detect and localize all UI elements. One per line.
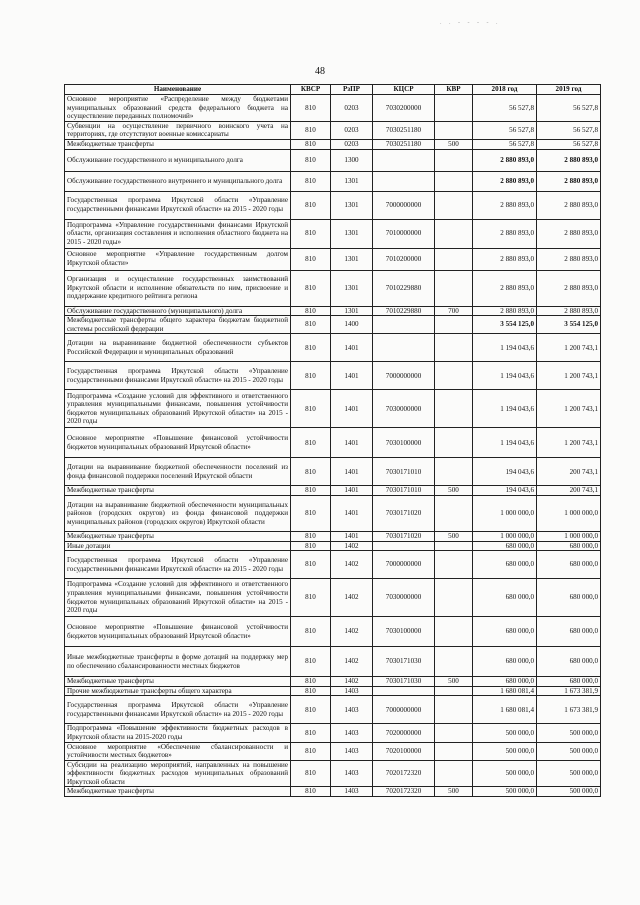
cell-name: Обслуживание государственного внутреннего и муниципального долга bbox=[65, 171, 291, 191]
cell-rzpr: 1401 bbox=[331, 458, 373, 486]
cell-2019: 200 743,1 bbox=[537, 458, 601, 486]
cell-name: Подпрограмма «Повышение эффективности бюджетных расходов в Иркутской области на 2015-2020 годы bbox=[65, 724, 291, 742]
table-row bbox=[65, 149, 601, 171]
table-row bbox=[65, 551, 601, 579]
cell-kvsr: 810 bbox=[291, 149, 331, 171]
cell-name: Основное мероприятие «Повышение финансовой устойчивости бюджетов муниципальных образований Иркутской области» bbox=[65, 428, 291, 458]
cell-rzpr: 1401 bbox=[331, 531, 373, 541]
cell-2018: 500 000,0 bbox=[473, 760, 537, 787]
cell-kvr bbox=[435, 334, 473, 362]
cell-kcsr: 7030171010 bbox=[373, 458, 435, 486]
cell-2018: 680 000,0 bbox=[473, 647, 537, 677]
cell-rzpr: 1403 bbox=[331, 724, 373, 742]
cell-kvsr: 810 bbox=[291, 191, 331, 219]
cell-rzpr: 1401 bbox=[331, 428, 373, 458]
cell-2019: 1 000 000,0 bbox=[537, 531, 601, 541]
cell-kvsr: 810 bbox=[291, 551, 331, 579]
budget-table bbox=[64, 84, 601, 797]
cell-2018: 1 194 043,6 bbox=[473, 334, 537, 362]
cell-kcsr bbox=[373, 316, 435, 334]
cell-2019: 56 527,8 bbox=[537, 121, 601, 139]
cell-kcsr: 7030200000 bbox=[373, 95, 435, 122]
cell-2018: 2 880 893,0 bbox=[473, 149, 537, 171]
cell-name: Государственная программа Иркутской области «Управление государственными финансами Иркутской области» на 2015 - 2020 годы bbox=[65, 362, 291, 390]
cell-name: Подпрограмма «Управление государственными финансами Иркутской области, организация составления и исполнения областного бюджета на 2015 - 2020 годы» bbox=[65, 219, 291, 248]
cell-rzpr: 1402 bbox=[331, 579, 373, 617]
cell-name: Организация и осуществление государственных заимствований Иркутской области и исполнение обязательств по ним, присвоение и поддержание кредитного рейтинга региона bbox=[65, 270, 291, 306]
cell-kvr bbox=[435, 541, 473, 551]
cell-kvr bbox=[435, 191, 473, 219]
cell-kvsr: 810 bbox=[291, 541, 331, 551]
cell-rzpr: 1400 bbox=[331, 316, 373, 334]
cell-kvr bbox=[435, 495, 473, 531]
cell-kcsr: 7010000000 bbox=[373, 219, 435, 248]
cell-kcsr: 7020100000 bbox=[373, 742, 435, 760]
table-row bbox=[65, 362, 601, 390]
table-row bbox=[65, 760, 601, 787]
cell-2019: 2 880 893,0 bbox=[537, 248, 601, 270]
cell-rzpr: 1403 bbox=[331, 760, 373, 787]
cell-kvr bbox=[435, 579, 473, 617]
col-header-2019: 2019 год bbox=[537, 85, 601, 95]
cell-name: Дотации на выравнивание бюджетной обеспеченности муниципальных районов (городских округов) из фонда финансовой поддержки муниципальных районов (городских округов) Иркутской области bbox=[65, 495, 291, 531]
cell-2018: 680 000,0 bbox=[473, 541, 537, 551]
cell-rzpr: 1403 bbox=[331, 742, 373, 760]
cell-rzpr: 1301 bbox=[331, 219, 373, 248]
cell-2019: 1 200 743,1 bbox=[537, 362, 601, 390]
cell-2018: 1 194 043,6 bbox=[473, 428, 537, 458]
table-row bbox=[65, 495, 601, 531]
cell-2018: 2 880 893,0 bbox=[473, 171, 537, 191]
cell-2019: 2 880 893,0 bbox=[537, 191, 601, 219]
table-row bbox=[65, 742, 601, 760]
col-header-kvsr: КВСР bbox=[291, 85, 331, 95]
cell-rzpr: 1403 bbox=[331, 686, 373, 696]
table-row bbox=[65, 617, 601, 647]
table-row bbox=[65, 486, 601, 496]
cell-name: Основное мероприятие «Управление государственным долгом Иркутской области» bbox=[65, 248, 291, 270]
cell-kcsr bbox=[373, 149, 435, 171]
cell-2018: 680 000,0 bbox=[473, 617, 537, 647]
cell-rzpr: 1403 bbox=[331, 787, 373, 797]
cell-rzpr: 1300 bbox=[331, 149, 373, 171]
cell-2018: 1 680 081,4 bbox=[473, 696, 537, 724]
cell-2019: 1 200 743,1 bbox=[537, 428, 601, 458]
cell-kcsr bbox=[373, 686, 435, 696]
cell-rzpr: 1301 bbox=[331, 306, 373, 316]
cell-kvr: 500 bbox=[435, 531, 473, 541]
cell-name: Иные дотации bbox=[65, 541, 291, 551]
table-row bbox=[65, 677, 601, 687]
cell-2018: 1 680 081,4 bbox=[473, 686, 537, 696]
cell-2018: 680 000,0 bbox=[473, 551, 537, 579]
cell-kcsr: 7000000000 bbox=[373, 551, 435, 579]
cell-kvr: 500 bbox=[435, 139, 473, 149]
cell-name: Подпрограмма «Создание условий для эффективного и ответственного управления муниципальными финансами, повышения устойчивости бюджетов муниципальных образований Иркутской области» на 2015 - 2020 годы bbox=[65, 579, 291, 617]
cell-rzpr: 0203 bbox=[331, 121, 373, 139]
cell-kvr bbox=[435, 362, 473, 390]
table-row bbox=[65, 390, 601, 428]
cell-kvsr: 810 bbox=[291, 390, 331, 428]
cell-rzpr: 1402 bbox=[331, 551, 373, 579]
cell-rzpr: 1402 bbox=[331, 647, 373, 677]
cell-kvsr: 810 bbox=[291, 171, 331, 191]
cell-name: Обслуживание государственного и муниципального долга bbox=[65, 149, 291, 171]
cell-kvsr: 810 bbox=[291, 270, 331, 306]
cell-2019: 2 880 893,0 bbox=[537, 171, 601, 191]
cell-kvr bbox=[435, 390, 473, 428]
cell-2018: 56 527,8 bbox=[473, 139, 537, 149]
cell-kcsr bbox=[373, 541, 435, 551]
cell-kvsr: 810 bbox=[291, 458, 331, 486]
cell-2019: 2 880 893,0 bbox=[537, 306, 601, 316]
cell-name: Субсидии на реализацию мероприятий, направленных на повышение эффективности бюджетных расходов муниципальных образований Иркутской области bbox=[65, 760, 291, 787]
cell-kvr bbox=[435, 458, 473, 486]
cell-kvr bbox=[435, 617, 473, 647]
table-row bbox=[65, 724, 601, 742]
col-header-2018: 2018 год bbox=[473, 85, 537, 95]
cell-2019: 680 000,0 bbox=[537, 541, 601, 551]
cell-kvsr: 810 bbox=[291, 428, 331, 458]
cell-rzpr: 1402 bbox=[331, 617, 373, 647]
cell-name: Подпрограмма «Создание условий для эффективного и ответственного управления муниципальными финансами, повышения устойчивости бюджетов муниципальных образований Иркутской области» на 2015 - 2020 годы bbox=[65, 390, 291, 428]
table-row bbox=[65, 458, 601, 486]
cell-kcsr: 7020172320 bbox=[373, 787, 435, 797]
table-row bbox=[65, 696, 601, 724]
cell-kvsr: 810 bbox=[291, 95, 331, 122]
table-row bbox=[65, 541, 601, 551]
col-header-rzpr: РзПР bbox=[331, 85, 373, 95]
cell-kvr bbox=[435, 149, 473, 171]
cell-kvsr: 810 bbox=[291, 486, 331, 496]
cell-kvr bbox=[435, 95, 473, 122]
table-row bbox=[65, 579, 601, 617]
cell-2018: 680 000,0 bbox=[473, 677, 537, 687]
cell-name: Межбюджетные трансферты bbox=[65, 139, 291, 149]
cell-2019: 1 673 381,9 bbox=[537, 696, 601, 724]
cell-kcsr bbox=[373, 334, 435, 362]
cell-kcsr: 7000000000 bbox=[373, 362, 435, 390]
cell-2019: 500 000,0 bbox=[537, 760, 601, 787]
scan-mark: . . ‐ ‐ ‐ ‐ . bbox=[440, 20, 501, 26]
cell-2019: 2 880 893,0 bbox=[537, 149, 601, 171]
cell-kvr: 500 bbox=[435, 787, 473, 797]
cell-kvr bbox=[435, 696, 473, 724]
page-number: 48 bbox=[315, 66, 325, 77]
cell-kvsr: 810 bbox=[291, 686, 331, 696]
cell-2018: 2 880 893,0 bbox=[473, 306, 537, 316]
cell-2019: 2 880 893,0 bbox=[537, 270, 601, 306]
cell-2019: 2 880 893,0 bbox=[537, 219, 601, 248]
cell-2019: 200 743,1 bbox=[537, 486, 601, 496]
cell-2019: 680 000,0 bbox=[537, 551, 601, 579]
table-row bbox=[65, 334, 601, 362]
cell-kvr bbox=[435, 270, 473, 306]
cell-rzpr: 1401 bbox=[331, 486, 373, 496]
cell-kvr: 500 bbox=[435, 486, 473, 496]
cell-2018: 500 000,0 bbox=[473, 742, 537, 760]
cell-2018: 1 194 043,6 bbox=[473, 390, 537, 428]
table-row bbox=[65, 139, 601, 149]
cell-kcsr: 7010200000 bbox=[373, 248, 435, 270]
cell-2018: 2 880 893,0 bbox=[473, 191, 537, 219]
cell-2019: 1 673 381,9 bbox=[537, 686, 601, 696]
cell-kvsr: 810 bbox=[291, 579, 331, 617]
cell-kvsr: 810 bbox=[291, 760, 331, 787]
cell-2018: 194 043,6 bbox=[473, 458, 537, 486]
cell-kvsr: 810 bbox=[291, 742, 331, 760]
cell-2018: 500 000,0 bbox=[473, 724, 537, 742]
cell-kcsr: 7030251180 bbox=[373, 121, 435, 139]
col-header-kvr: КВР bbox=[435, 85, 473, 95]
cell-2018: 2 880 893,0 bbox=[473, 248, 537, 270]
table-row bbox=[65, 316, 601, 334]
cell-rzpr: 1402 bbox=[331, 541, 373, 551]
cell-name: Межбюджетные трансферты bbox=[65, 531, 291, 541]
table-row bbox=[65, 270, 601, 306]
cell-2019: 680 000,0 bbox=[537, 617, 601, 647]
cell-kvr bbox=[435, 316, 473, 334]
cell-name: Межбюджетные трансферты bbox=[65, 787, 291, 797]
cell-kvr bbox=[435, 760, 473, 787]
cell-kvr bbox=[435, 724, 473, 742]
cell-2018: 2 880 893,0 bbox=[473, 270, 537, 306]
table-row bbox=[65, 121, 601, 139]
table-header-row bbox=[65, 85, 601, 95]
cell-kvsr: 810 bbox=[291, 219, 331, 248]
cell-kvsr: 810 bbox=[291, 696, 331, 724]
cell-kvsr: 810 bbox=[291, 787, 331, 797]
cell-rzpr: 0203 bbox=[331, 95, 373, 122]
cell-kvsr: 810 bbox=[291, 362, 331, 390]
cell-kcsr: 7030171020 bbox=[373, 495, 435, 531]
cell-2018: 680 000,0 bbox=[473, 579, 537, 617]
cell-kvsr: 810 bbox=[291, 316, 331, 334]
cell-kvr bbox=[435, 551, 473, 579]
cell-kcsr: 7030100000 bbox=[373, 428, 435, 458]
cell-2019: 500 000,0 bbox=[537, 787, 601, 797]
cell-2019: 680 000,0 bbox=[537, 647, 601, 677]
cell-kcsr: 7010229880 bbox=[373, 306, 435, 316]
cell-2019: 1 200 743,1 bbox=[537, 390, 601, 428]
cell-kcsr: 7010229880 bbox=[373, 270, 435, 306]
cell-name: Межбюджетные трансферты bbox=[65, 677, 291, 687]
cell-2019: 680 000,0 bbox=[537, 677, 601, 687]
cell-kvsr: 810 bbox=[291, 121, 331, 139]
cell-kcsr: 7000000000 bbox=[373, 191, 435, 219]
cell-kvsr: 810 bbox=[291, 617, 331, 647]
cell-kcsr: 7030251180 bbox=[373, 139, 435, 149]
table-row bbox=[65, 531, 601, 541]
cell-name: Основное мероприятие «Повышение финансовой устойчивости бюджетов муниципальных образований Иркутской области» bbox=[65, 617, 291, 647]
cell-name: Государственная программа Иркутской области «Управление государственными финансами Иркутской области» на 2015 - 2020 годы bbox=[65, 191, 291, 219]
table-row bbox=[65, 306, 601, 316]
cell-rzpr: 1301 bbox=[331, 248, 373, 270]
table-row bbox=[65, 219, 601, 248]
cell-rzpr: 1301 bbox=[331, 191, 373, 219]
col-header-name: Наименование bbox=[65, 85, 291, 95]
cell-2018: 194 043,6 bbox=[473, 486, 537, 496]
cell-kvsr: 810 bbox=[291, 647, 331, 677]
col-header-kcsr: КЦСР bbox=[373, 85, 435, 95]
cell-kcsr: 7030171030 bbox=[373, 677, 435, 687]
cell-kvr bbox=[435, 171, 473, 191]
table-row bbox=[65, 248, 601, 270]
table-row bbox=[65, 647, 601, 677]
table-row bbox=[65, 191, 601, 219]
cell-kvr bbox=[435, 219, 473, 248]
cell-kvsr: 810 bbox=[291, 139, 331, 149]
table-row bbox=[65, 686, 601, 696]
cell-kvr bbox=[435, 742, 473, 760]
cell-kcsr: 7020172320 bbox=[373, 760, 435, 787]
cell-kcsr: 7030171010 bbox=[373, 486, 435, 496]
cell-kvsr: 810 bbox=[291, 248, 331, 270]
cell-name: Межбюджетные трансферты общего характера бюджетам бюджетной системы российской федерации bbox=[65, 316, 291, 334]
cell-kvr bbox=[435, 428, 473, 458]
cell-kcsr bbox=[373, 171, 435, 191]
cell-kvsr: 810 bbox=[291, 306, 331, 316]
cell-name: Иные межбюджетные трансферты в форме дотаций на поддержку мер по обеспечению сбалансированности местных бюджетов bbox=[65, 647, 291, 677]
cell-name: Дотации на выравнивание бюджетной обеспеченности субъектов Российской Федерации и муниципальных образований bbox=[65, 334, 291, 362]
cell-rzpr: 1401 bbox=[331, 362, 373, 390]
cell-kcsr: 7030171030 bbox=[373, 647, 435, 677]
cell-name: Основное мероприятие «Распределение между бюджетами муниципальных образований средств федерального бюджета на осуществление переданных полномочий» bbox=[65, 95, 291, 122]
cell-rzpr: 1401 bbox=[331, 390, 373, 428]
cell-2018: 1 194 043,6 bbox=[473, 362, 537, 390]
cell-kcsr: 7030100000 bbox=[373, 617, 435, 647]
cell-kcsr: 7030000000 bbox=[373, 579, 435, 617]
cell-name: Прочие межбюджетные трансферты общего характера bbox=[65, 686, 291, 696]
cell-name: Межбюджетные трансферты bbox=[65, 486, 291, 496]
cell-kvr bbox=[435, 686, 473, 696]
table-row bbox=[65, 95, 601, 122]
cell-kcsr: 7030000000 bbox=[373, 390, 435, 428]
cell-kvr bbox=[435, 248, 473, 270]
cell-kcsr: 7030171020 bbox=[373, 531, 435, 541]
cell-kvr: 500 bbox=[435, 677, 473, 687]
cell-2018: 56 527,8 bbox=[473, 95, 537, 122]
cell-name: Обслуживание государственного (муниципального) долга bbox=[65, 306, 291, 316]
cell-kcsr: 7020000000 bbox=[373, 724, 435, 742]
cell-2019: 500 000,0 bbox=[537, 724, 601, 742]
cell-rzpr: 1401 bbox=[331, 495, 373, 531]
cell-2019: 1 000 000,0 bbox=[537, 495, 601, 531]
cell-rzpr: 1401 bbox=[331, 334, 373, 362]
cell-name: Дотации на выравнивание бюджетной обеспеченности поселений из фонда финансовой поддержки поселений Иркутской области bbox=[65, 458, 291, 486]
cell-2019: 56 527,8 bbox=[537, 139, 601, 149]
cell-name: Субвенции на осуществление первичного воинского учета на территориях, где отсутствуют военные комиссариаты bbox=[65, 121, 291, 139]
cell-2018: 2 880 893,0 bbox=[473, 219, 537, 248]
cell-name: Основное мероприятие «Обеспечение сбалансированности и устойчивости местных бюджетов» bbox=[65, 742, 291, 760]
cell-2019: 56 527,8 bbox=[537, 95, 601, 122]
cell-rzpr: 0203 bbox=[331, 139, 373, 149]
cell-kvr bbox=[435, 121, 473, 139]
cell-2018: 500 000,0 bbox=[473, 787, 537, 797]
cell-2018: 1 000 000,0 bbox=[473, 495, 537, 531]
cell-rzpr: 1403 bbox=[331, 696, 373, 724]
cell-kvr bbox=[435, 647, 473, 677]
cell-rzpr: 1301 bbox=[331, 171, 373, 191]
table-row bbox=[65, 787, 601, 797]
cell-kvsr: 810 bbox=[291, 531, 331, 541]
cell-kvr: 700 bbox=[435, 306, 473, 316]
cell-name: Государственная программа Иркутской области «Управление государственными финансами Иркутской области» на 2015 - 2020 годы bbox=[65, 551, 291, 579]
cell-kvsr: 810 bbox=[291, 677, 331, 687]
cell-name: Государственная программа Иркутской области «Управление государственными финансами Иркутской области» на 2015 - 2020 годы bbox=[65, 696, 291, 724]
cell-kvsr: 810 bbox=[291, 334, 331, 362]
cell-2018: 3 554 125,0 bbox=[473, 316, 537, 334]
cell-rzpr: 1402 bbox=[331, 677, 373, 687]
table-row bbox=[65, 171, 601, 191]
cell-kcsr: 7000000000 bbox=[373, 696, 435, 724]
table-body bbox=[65, 95, 601, 797]
cell-2018: 56 527,8 bbox=[473, 121, 537, 139]
cell-kvsr: 810 bbox=[291, 495, 331, 531]
cell-2019: 680 000,0 bbox=[537, 579, 601, 617]
cell-2019: 500 000,0 bbox=[537, 742, 601, 760]
cell-2019: 3 554 125,0 bbox=[537, 316, 601, 334]
cell-2018: 1 000 000,0 bbox=[473, 531, 537, 541]
table-row bbox=[65, 428, 601, 458]
cell-kvsr: 810 bbox=[291, 724, 331, 742]
cell-rzpr: 1301 bbox=[331, 270, 373, 306]
cell-2019: 1 200 743,1 bbox=[537, 334, 601, 362]
